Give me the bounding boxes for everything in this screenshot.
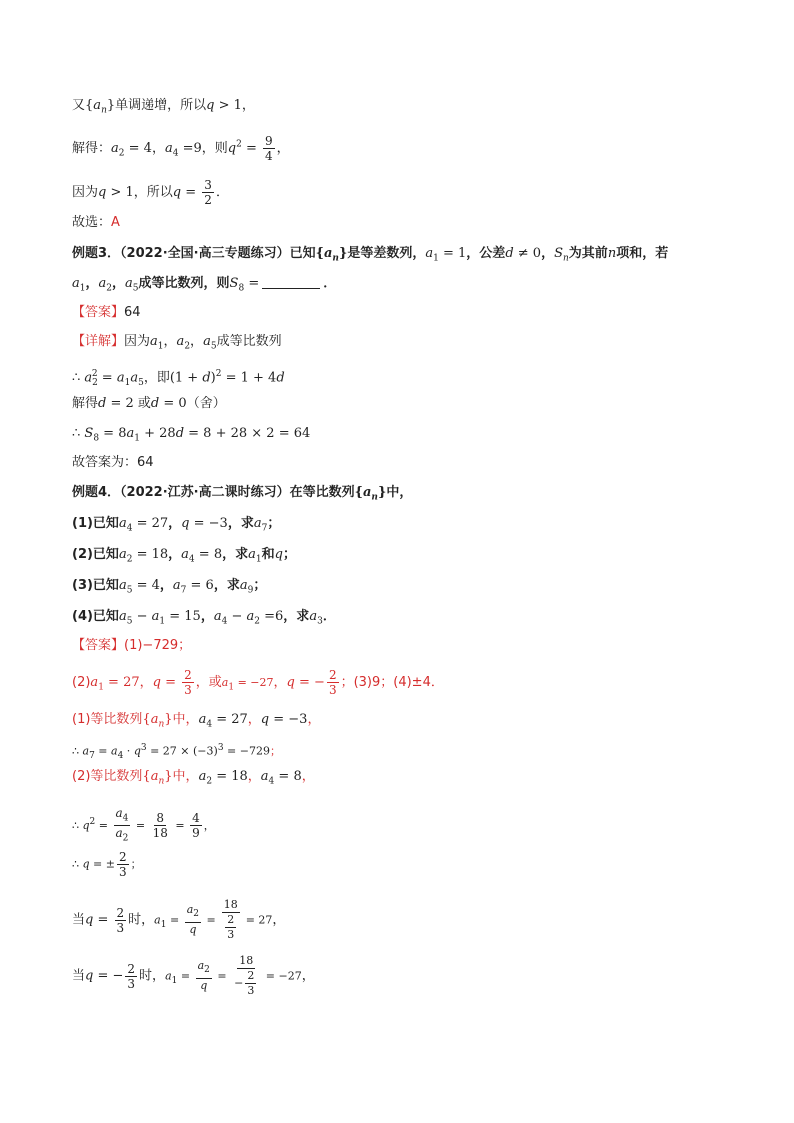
text: ， <box>241 98 255 113</box>
answer-choice: A <box>111 215 120 230</box>
text: (3)已知 <box>72 578 119 593</box>
text: ， <box>163 334 177 349</box>
answer-line: $(2)a_1 = 27$，q = $\frac{2}{3}$ ，或$a_1 = -27$，q = − $\frac{2}{3}$ ；(3)9；(4)±4． <box>72 668 444 697</box>
text: ， <box>112 276 126 291</box>
text: ， <box>272 912 286 928</box>
text: ， <box>168 547 182 562</box>
fraction: $\frac{2}{3}$ <box>328 668 337 697</box>
text: 因为 <box>124 334 151 349</box>
text: ，求 <box>283 609 310 624</box>
text: 成等比数列，则 <box>138 276 230 291</box>
text: (4)已知 <box>72 609 119 624</box>
answer-label: 【答案】 <box>72 638 125 653</box>
fraction: $\frac{3}{2}$ <box>204 178 212 207</box>
question-part-1: (1)已知$a_4 = 27$，q = −3，求$a_7$； <box>72 516 281 534</box>
text: 故选： <box>72 215 112 230</box>
text: ，求 <box>227 516 254 531</box>
text: ， <box>203 818 215 832</box>
text: ， <box>247 712 261 727</box>
text: ． <box>215 185 229 200</box>
text: ， <box>200 609 214 624</box>
text: (1)等比数列 <box>72 712 143 727</box>
text: ，求 <box>222 547 249 562</box>
math-line: ∴ q = ± $\frac{2}{3}$ ； <box>72 850 142 879</box>
text: ， <box>190 334 204 349</box>
fraction: $\frac{2}{3}$ <box>127 961 136 991</box>
example-3-heading: 例题3．（2022·全国·高三专题练习）已知$\{a_n\}$是等差数列，$a_1 = 1$，公差d ≠ 0，$S_n$为其前n项和，若 <box>72 246 669 264</box>
text: ， <box>301 769 315 784</box>
text: 当 <box>72 968 86 984</box>
math-line: ∴ $S_8 = 8a_1 + 28d = 8 + 28 \times 2 = 64$ <box>72 426 311 444</box>
fraction: $\frac{2}{3}$ <box>116 905 125 935</box>
fraction: $\frac{a_4}{a_2}$ <box>115 806 129 844</box>
text: ； <box>282 547 296 562</box>
solution-line: ∴ $a_7 = a_4 \cdot q^3 = 27 \times (-3)^3 = -729$； <box>72 743 281 761</box>
text: （舍） <box>186 396 226 411</box>
fraction: $\frac{18}{\frac{2}{3}}$ <box>223 898 238 941</box>
text: 单调递增，所以 <box>115 98 207 113</box>
text: (1)已知 <box>72 516 119 531</box>
text: ， <box>307 712 321 727</box>
math-line: 当q = − $\frac{2}{3}$ 时，$a_1$ = $\frac{a_2}{q}$ = 18 − $\frac{2}{3}$ = −27， <box>72 954 315 997</box>
text: ；(3)9；(4)±4． <box>340 675 444 690</box>
answer-value: (1)−729； <box>124 638 192 653</box>
answer-blank <box>262 288 320 289</box>
text: 当 <box>72 912 86 928</box>
text: ，则 <box>201 141 228 156</box>
text: ； <box>267 516 281 531</box>
question-part-4: (4)已知$a_5 - a_1 = 15$，$a_4 - a_2 =6$，求$a_3$． <box>72 609 336 627</box>
text: ， <box>273 675 287 690</box>
text: ，或 <box>195 675 222 690</box>
text: 项和，若 <box>616 246 669 261</box>
text: 时， <box>139 968 166 984</box>
text: 解得 <box>72 396 99 411</box>
text: ，即 <box>143 370 170 386</box>
question-part-3: (3)已知$a_5 = 4$，$a_7 = 6$，求$a_9$； <box>72 578 267 596</box>
fraction: 18 − $\frac{2}{3}$ <box>234 954 255 997</box>
example-4-heading: 例题4．（2022·江苏·高二课时练习）在等比数列$\{a_n\}$中， <box>72 485 413 503</box>
text: 又 <box>72 98 86 113</box>
text: 例题4．（2022·江苏·高二课时练习）在等比数列 <box>72 485 355 500</box>
text: ， <box>85 276 99 291</box>
answer-line <box>72 213 120 233</box>
text: 成等比数列 <box>216 334 282 349</box>
text: ． <box>322 609 336 624</box>
answer-label: 【答案】 <box>72 305 125 320</box>
text: ， <box>151 141 165 156</box>
text: ， <box>139 675 153 690</box>
text: ； <box>130 857 142 871</box>
text-line: 解得：$a_2 = 4$，$a_4 =9$，则$q^2$ = $\frac{9}{4}$ ， <box>72 134 290 163</box>
text-line: 因为q > 1，所以q = $\frac{3}{2}$ ． <box>72 178 229 207</box>
text: ； <box>269 744 281 758</box>
text: ，求 <box>213 578 240 593</box>
solution-line: (2)等比数列$\{a_n\}$中，$a_2 = 18$，$a_4 = 8$， <box>72 769 315 787</box>
text: 因为 <box>72 185 99 200</box>
math-line: 当q = $\frac{2}{3}$ 时，$a_1$ = $\frac{a_2}{q}$ = $\frac{18}{\frac{2}{3}}$ = 27， <box>72 898 286 941</box>
text: (2)等比数列 <box>72 769 143 784</box>
math-line: ∴ $q^2$ = $\frac{a_4}{a_2}$ = $\frac{8}{18}$ = $\frac{4}{9}$ ， <box>72 806 215 844</box>
fraction: $\frac{8}{18}$ <box>152 811 168 841</box>
fraction: $\frac{4}{9}$ <box>192 811 200 841</box>
math-line: 解得d = 2 或d = 0（舍） <box>72 396 226 411</box>
text: ，所以 <box>133 185 173 200</box>
text: ，公差 <box>466 246 506 261</box>
answer-value: 64 <box>124 305 141 320</box>
text: 例题3．（2022·全国·高三专题练习）已知 <box>72 246 316 261</box>
fraction: $\frac{a_2}{q}$ <box>186 903 199 936</box>
detail-line: 【详解】因为$a_1$，$a_2$，$a_5$成等比数列 <box>72 334 282 352</box>
fraction: $\frac{2}{3}$ <box>118 850 127 879</box>
text: 中， <box>172 712 199 727</box>
text: ， <box>159 578 173 593</box>
math-line: ∴ $a_2^2 = a_1a_5$，即$(1 + d)^2 = 1 + 4d$ <box>72 369 285 388</box>
text: 为其前 <box>568 246 608 261</box>
answer-line <box>72 303 141 323</box>
text: 中， <box>172 769 199 784</box>
text: 中， <box>386 485 413 500</box>
text: ， <box>301 968 315 984</box>
example-3-heading-cont: $a_1$，$a_2$，$a_5$成等比数列，则$S_8$ = ． <box>72 276 337 294</box>
text: 时， <box>128 912 155 928</box>
text: ， <box>247 769 261 784</box>
text: 是等差数列， <box>347 246 426 261</box>
fraction: $\frac{a_2}{q}$ <box>197 959 210 992</box>
text: 故答案为：64 <box>72 455 154 470</box>
text: ； <box>253 578 267 593</box>
detail-label: 【详解】 <box>72 334 125 349</box>
text: ， <box>276 141 290 156</box>
text: ， <box>168 516 182 531</box>
answer-line <box>72 636 191 656</box>
text: (2) <box>72 675 91 690</box>
text-line: 又$\{a_n\}$单调递增，所以q > 1， <box>72 98 255 116</box>
fraction: $\frac{2}{3}$ <box>184 668 192 697</box>
text: (2)已知 <box>72 547 119 562</box>
fraction: $\frac{9}{4}$ <box>265 134 273 163</box>
text: ． <box>323 276 337 291</box>
solution-line: (1)等比数列$\{a_n\}$中，$a_4 = 27$，q = −3， <box>72 712 321 730</box>
text: 或 <box>133 396 151 411</box>
text: 和 <box>261 547 275 562</box>
question-part-2: (2)已知$a_2 = 18$，$a_4 = 8$，求$a_1$和q； <box>72 547 296 565</box>
final-answer <box>72 453 154 473</box>
text: ， <box>541 246 555 261</box>
text: 解得： <box>72 141 112 156</box>
